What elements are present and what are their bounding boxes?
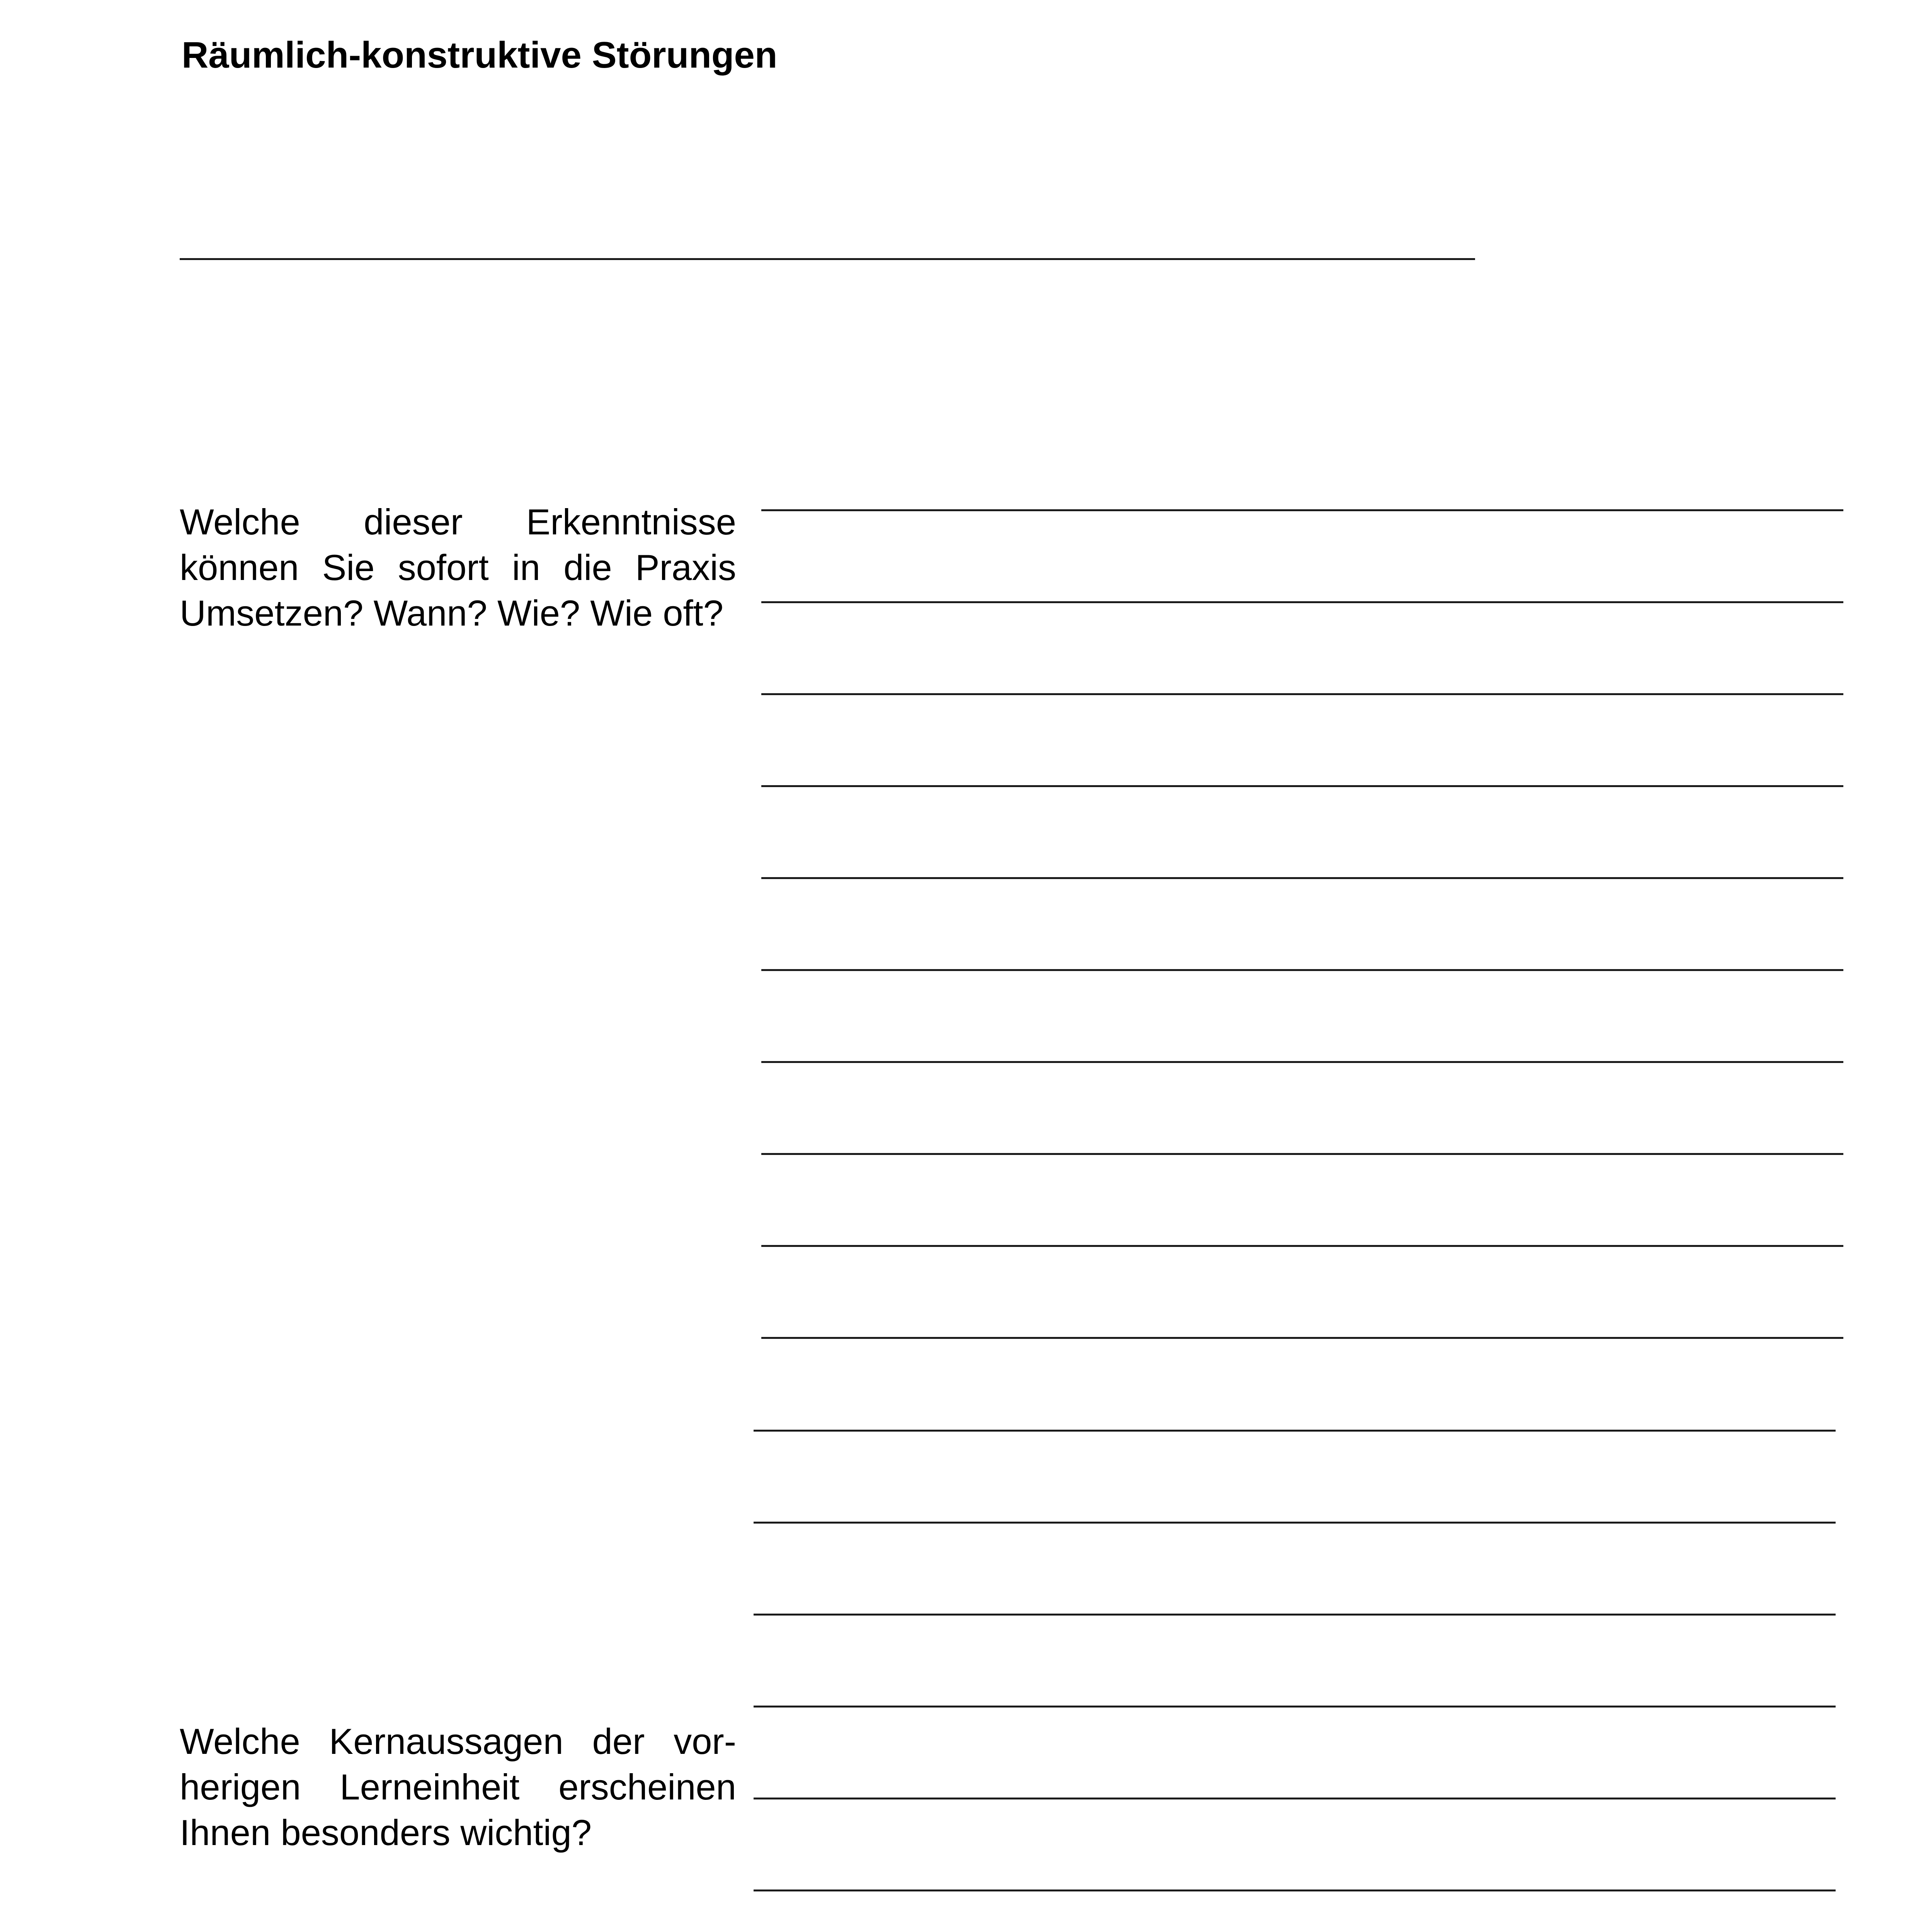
- question-practice-application: Welche dieser Erkenntnisse können Sie sofort in die Praxis Umsetzen? Wann? Wie? Wie oft?: [180, 502, 736, 633]
- answer-line: [761, 509, 1843, 511]
- answer-line: [761, 601, 1843, 603]
- page-title: Räumlich-konstruktive Störungen: [182, 34, 778, 76]
- answer-line: [761, 1061, 1843, 1063]
- answer-line: [761, 1337, 1843, 1339]
- answer-line: [754, 1614, 1836, 1616]
- answer-line: [754, 1706, 1836, 1708]
- answer-line: [761, 1153, 1843, 1155]
- title-underline: [180, 258, 1475, 260]
- answer-line: [754, 1430, 1836, 1432]
- answer-line: [754, 1522, 1836, 1524]
- answer-line: [754, 1798, 1836, 1799]
- answer-line: [761, 785, 1843, 787]
- question-key-statements: Welche Kernaussagen der vorherigen Lerneinheit erscheinen Ihnen besonders wichtig?: [180, 1721, 736, 1853]
- answer-line: [761, 693, 1843, 695]
- answer-line: [754, 1889, 1836, 1891]
- answer-line: [761, 877, 1843, 879]
- answer-line: [761, 1245, 1843, 1247]
- answer-line: [761, 969, 1843, 971]
